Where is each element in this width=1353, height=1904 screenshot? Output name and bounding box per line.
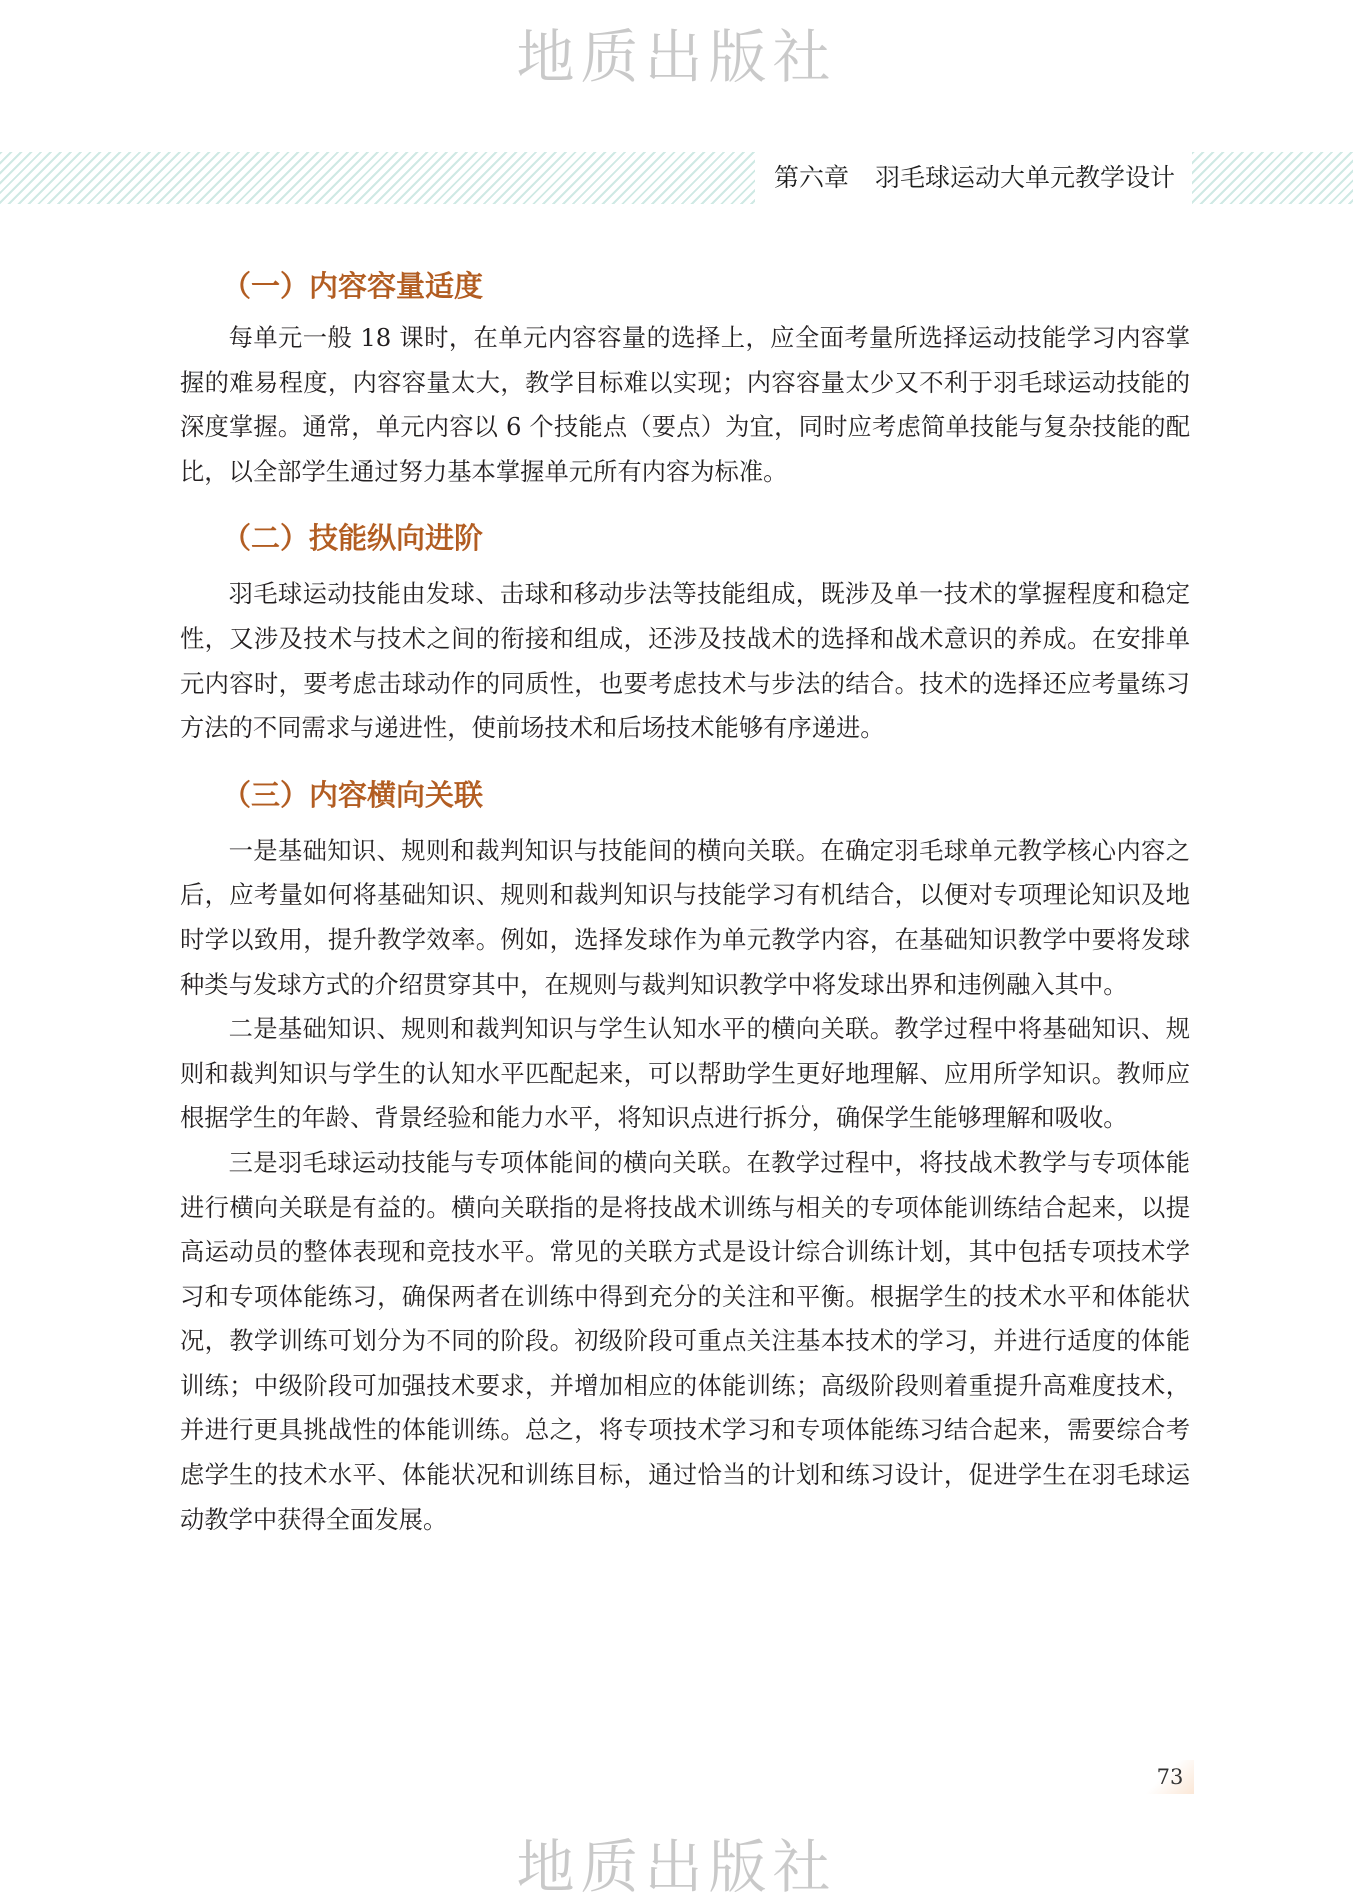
paragraph: 三是羽毛球运动技能与专项体能间的横向关联。在教学过程中，将技战术教学与专项体能进行横向关联是有益的。横向关联指的是将技战术训练与相关的专项体能训练结合起来，以提高运动员的整体表现和竞技水平。常见的关联方式是设计综合训练计划，其中包括专项技术学习和专项体能练习，确保两者在训练中得到充分的关注和平衡。根据学生的技术水平和体能状况，教学训练可划分为不同的阶段。初级阶段可重点关注基本技术的学习，并进行适度的体能训练；中级阶段可加强技术要求，并增加相应的体能训练；高级阶段则着重提升高难度技术，并进行更具挑战性的体能训练。总之，将专项技术学习和专项体能练习结合起来，需要综合考虑学生的技术水平、体能状况和训练目标，通过恰当的计划和练习设计，促进学生在羽毛球运动教学中获得全面发展。 (180, 1147, 1190, 1534)
section-heading-2: （二）技能纵向进阶 (222, 521, 484, 556)
section-heading-1: （一）内容容量适度 (222, 269, 484, 303)
header-stripe-right (1192, 152, 1353, 204)
paragraph: 羽毛球运动技能由发球、击球和移动步法等技能组成，既涉及单一技术的掌握程度和稳定性，又涉及技术与技术之间的衔接和组成，还涉及技战术的选择和战术意识的养成。在安排单元内容时，要考虑击球动作的同质性，也要考虑技术与步法的结合。技术的选择还应考量练习方法的不同需求与递进性，使前场技术和后场技术能够有序递进。 (180, 579, 1190, 743)
chapter-number: 第六章 (774, 163, 850, 192)
watermark-top: 地质出版社 (516, 23, 837, 91)
paragraph: 每单元一般 18 课时，在单元内容容量的选择上，应全面考量所选择运动技能学习内容掌握的难易程度，内容容量太大，教学目标难以实现；内容容量太少又不利于羽毛球运动技能的深度掌握。通常，单元内容以 6 个技能点（要点）为宜，同时应考虑简单技能与复杂技能的配比，以全部学生通过努力基本掌握单元所有内容为标准。 (180, 323, 1190, 486)
page-body (180, 262, 1190, 1542)
chapter-name: 羽毛球运动大单元教学设计 (875, 163, 1176, 192)
chapter-title (774, 160, 1175, 196)
paragraph: 一是基础知识、规则和裁判知识与技能间的横向关联。在确定羽毛球单元教学核心内容之后，应考量如何将基础知识、规则和裁判知识与技能学习有机结合，以便对专项理论知识及地时学以致用，提升教学效率。例如，选择发球作为单元教学内容，在基础知识教学中要将发球种类与发球方式的介绍贯穿其中，在规则与裁判知识教学中将发球出界和违例融入其中。 (180, 835, 1190, 999)
watermark-bottom: 地质出版社 (516, 1833, 837, 1901)
header-stripe-left (0, 152, 755, 204)
page-number: 73 (1156, 1765, 1184, 1789)
paragraph: 二是基础知识、规则和裁判知识与学生认知水平的横向关联。教学过程中将基础知识、规则和裁判知识与学生的认知水平匹配起来，可以帮助学生更好地理解、应用所学知识。教师应根据学生的年龄、背景经验和能力水平，将知识点进行拆分，确保学生能够理解和吸收。 (180, 1014, 1190, 1133)
section-heading-3: （三）内容横向关联 (222, 777, 484, 812)
chapter-header (0, 152, 1353, 204)
